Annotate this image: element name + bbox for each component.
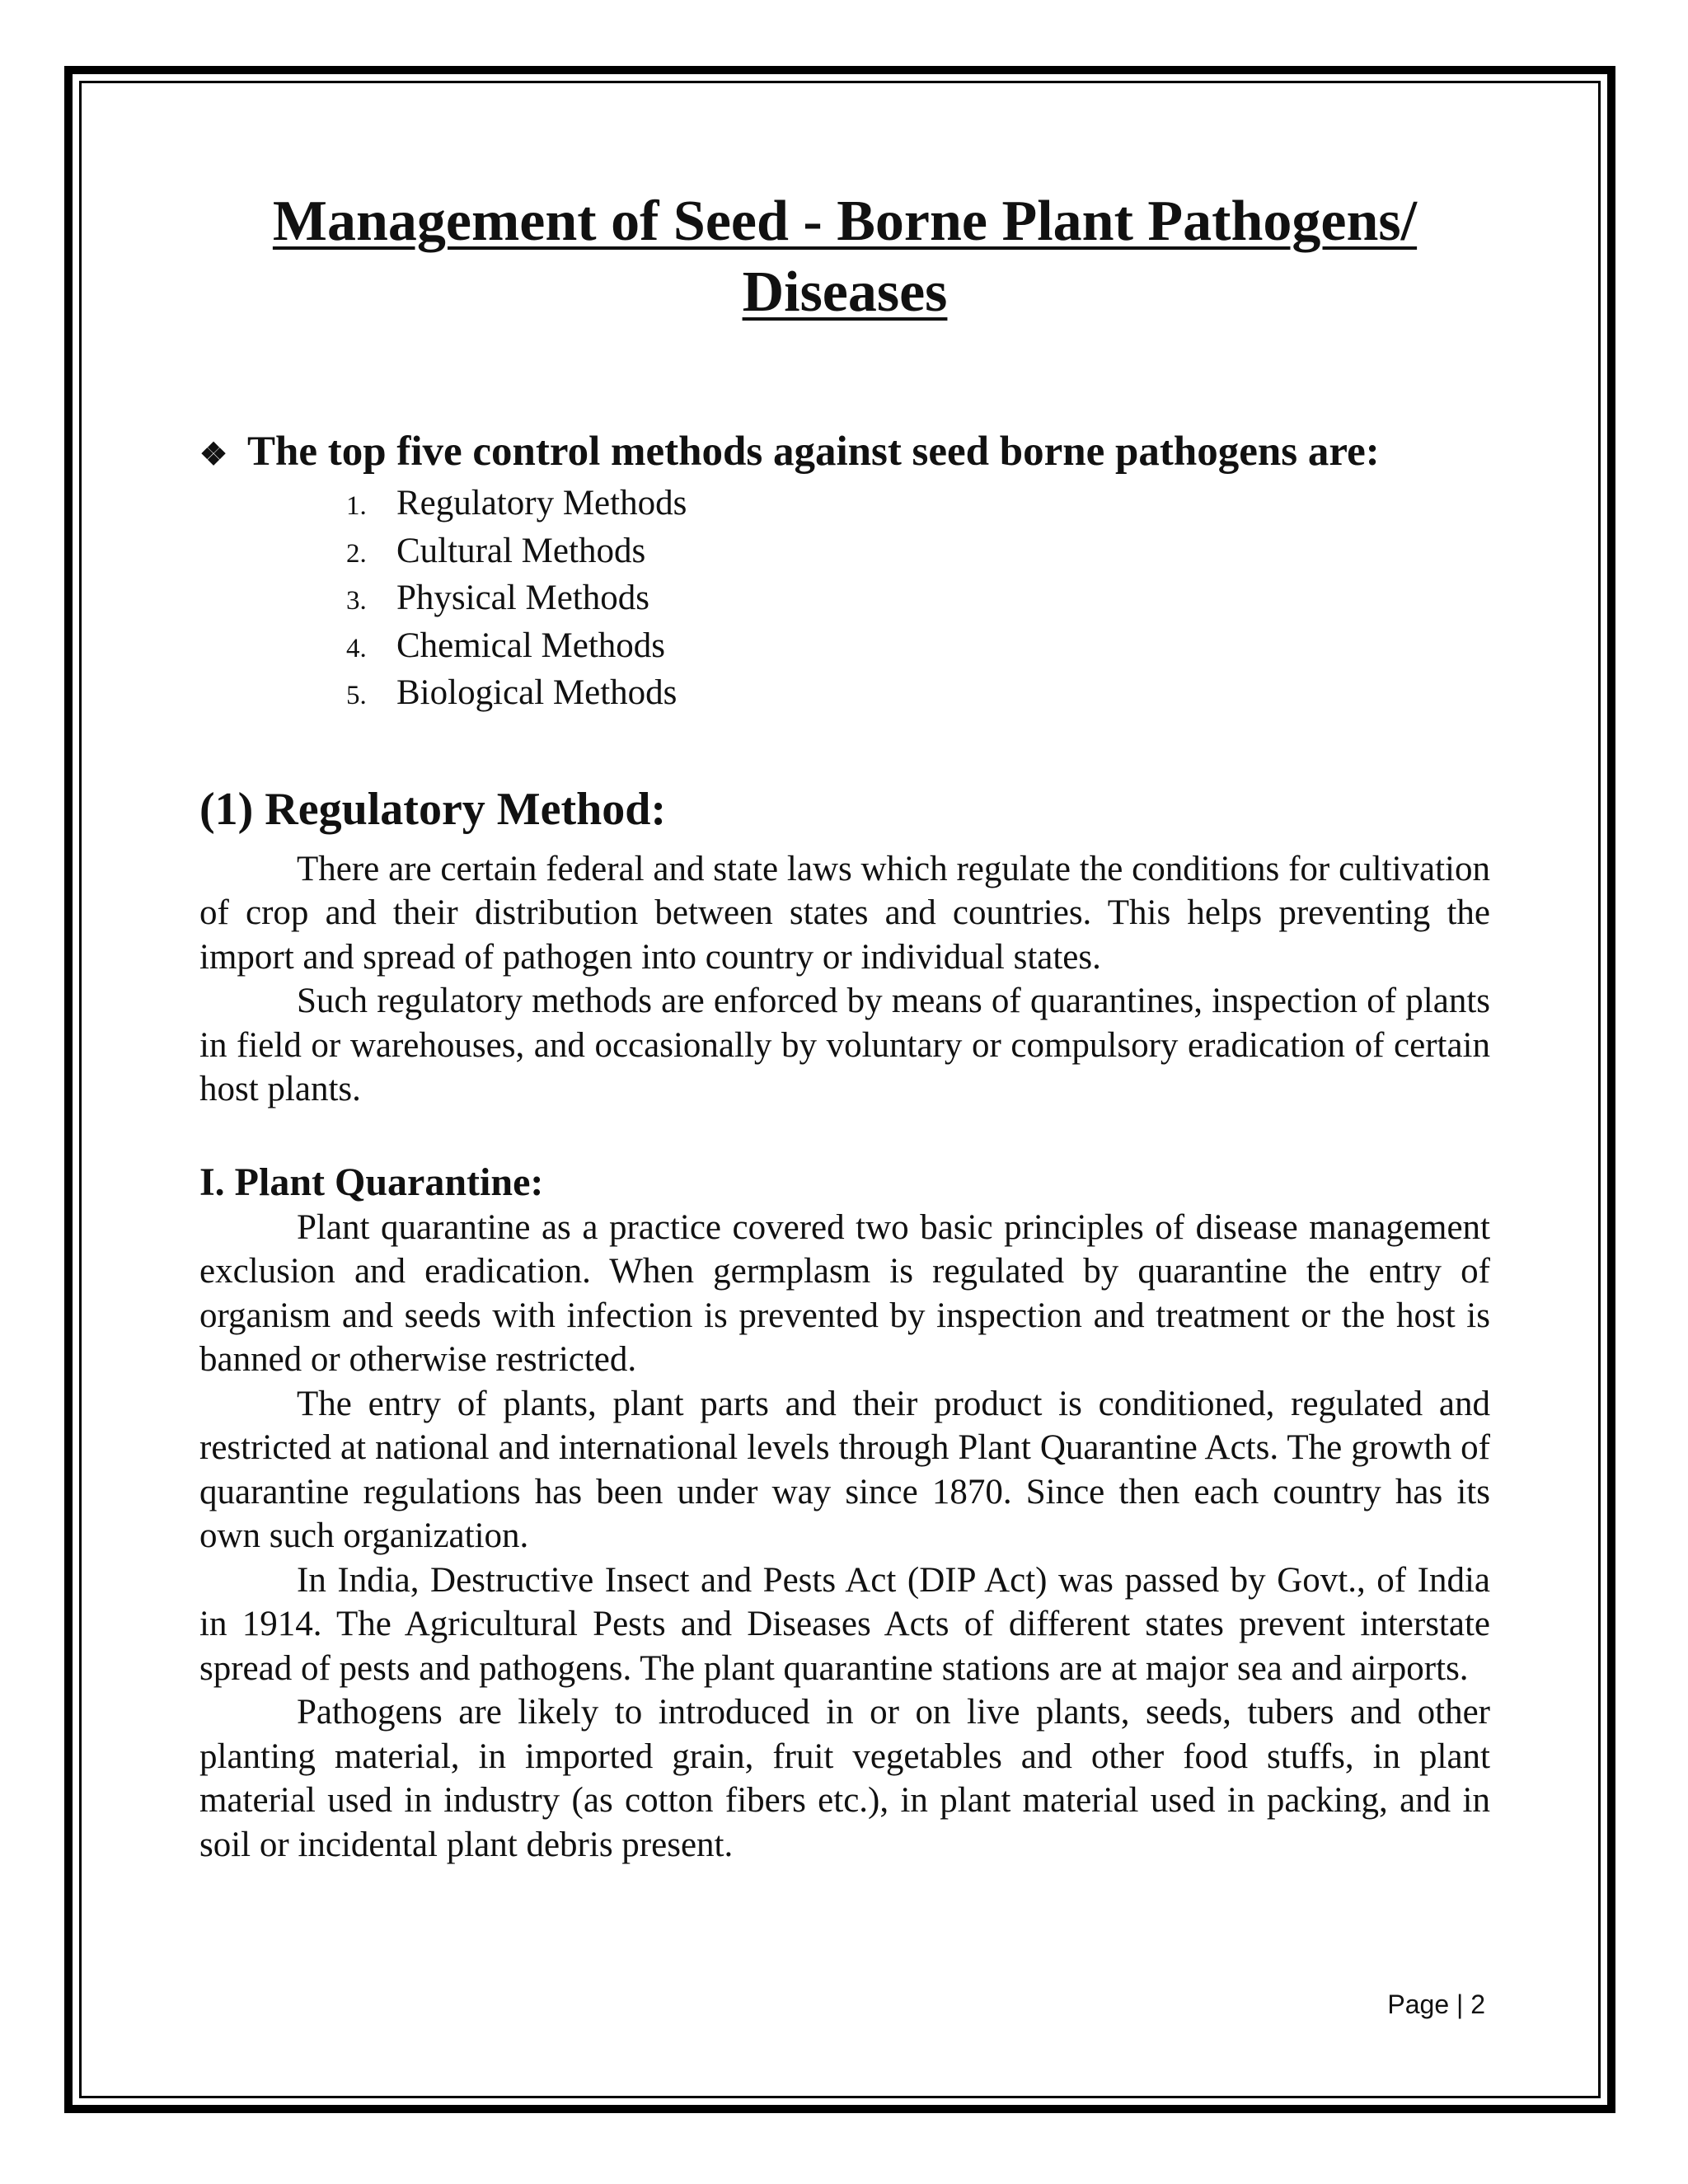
document-title-line-1: Management of Seed - Borne Plant Pathogens/: [272, 190, 1418, 253]
list-item-number: 3.: [346, 586, 367, 616]
intro-heading: [199, 427, 1490, 480]
intro-heading-text: The top five control methods against seed borne pathogens are:: [247, 429, 1380, 475]
paragraph: Plant quarantine as a practice covered two basic principles of disease management exclusion and eradication. When germplasm is regulated by quarantine the entry of organism and seeds with infection is prevented by inspection and treatment or the host is banned or otherwise restricted.: [199, 1207, 1490, 1379]
document-title: [199, 186, 1490, 328]
list-item-label: Chemical Methods: [396, 626, 666, 665]
list-item: [346, 576, 1490, 624]
list-item-number: 2.: [346, 538, 367, 569]
list-item-label: Physical Methods: [396, 579, 649, 617]
list-item-label: Cultural Methods: [396, 531, 646, 570]
paragraph: There are certain federal and state laws which regulate the conditions for cultivation of crop and their distribution between states and countries. This helps preventing the import and spread of pathogen into country or individual states.: [199, 849, 1490, 977]
diamond-bullet-icon: ❖: [199, 438, 228, 472]
list-item: [346, 529, 1490, 577]
list-item-number: 1.: [346, 491, 367, 521]
list-item-label: Regulatory Methods: [396, 484, 687, 523]
list-item-number: 4.: [346, 633, 367, 663]
list-item-number: 5.: [346, 681, 367, 710]
paragraph: The entry of plants, plant parts and their product is conditioned, regulated and restricted at national and international levels through Plant Quarantine Acts. The growth of quarantine regulations has been under way since 1870. Since then each country has its own such organization.: [199, 1384, 1490, 1555]
paragraph: Pathogens are likely to introduced in or on live plants, seeds, tubers and other planting material, in imported grain, fruit vegetables and other food stuffs, in plant material used in industry (as cotton fibers etc.), in plant material used in packing, and in soil or incidental plant debris present.: [199, 1693, 1490, 1864]
list-item: [346, 624, 1490, 672]
list-item: [346, 481, 1490, 529]
subsection-heading-plant-quarantine: I. Plant Quarantine:: [199, 1160, 544, 1204]
paragraph: In India, Destructive Insect and Pests Act (DIP Act) was passed by Govt., of India in 1914. The Agricultural Pests and Diseases Acts of different states prevent interstate spread of pests and pathogens. The plant quarantine stations are at major sea and airports.: [199, 1560, 1490, 1688]
page-content: [199, 186, 1490, 1867]
control-methods-list: [199, 481, 1490, 719]
section-heading-regulatory-method: (1) Regulatory Method:: [199, 783, 667, 835]
list-item-label: Biological Methods: [396, 673, 678, 712]
page-number: Page | 2: [1387, 1990, 1485, 2019]
document-title-line-2: Diseases: [742, 260, 948, 324]
paragraph: Such regulatory methods are enforced by means of quarantines, inspection of plants in field or warehouses, and occasionally by voluntary or compulsory eradication of certain host plants.: [199, 982, 1490, 1108]
list-item: [346, 671, 1490, 719]
